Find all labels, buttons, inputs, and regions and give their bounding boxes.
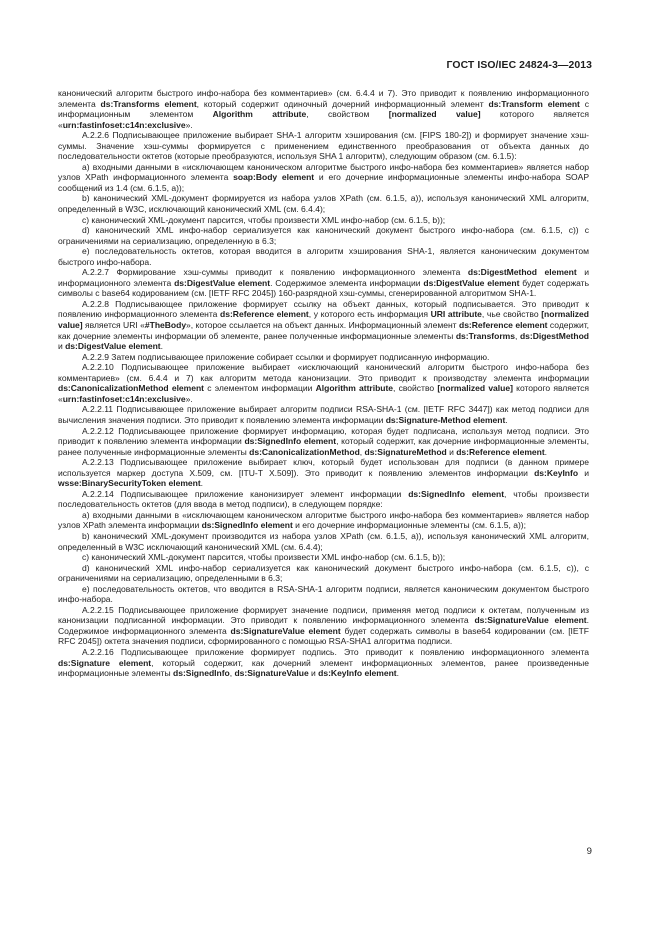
text-run: является URI « (82, 320, 145, 331)
text-run: . (160, 341, 163, 352)
bold-term: ds:Reference element (220, 309, 309, 320)
text-run: A.2.2.11 Подписывающее приложение выбирает алгоритм подписи RSA-SHA-1 (см. [IETF RFC 3447]) как метод подписи для вычисления значения подписи. Это приводит к появлению элемента информации (58, 404, 589, 425)
bold-term: ds:DigestValue element (423, 277, 520, 288)
bold-term: ds:SignedInfo (173, 668, 230, 679)
text-run: A.2.2.10 Подписывающее приложение выбирает «исключающий канонический алгоритм быстрого инфо-набора без комментариев» (см. 6.4.4 и 7) как алгоритм метода канонизации. Это приводит к производству элемента информации (58, 362, 589, 383)
bold-term: ds:Signature-Method element (385, 414, 506, 425)
document-body (58, 88, 589, 679)
text-run: , свойство (393, 383, 438, 394)
text-run: », которое ссылается на объект данных. Информационный элемент (186, 320, 459, 331)
text-run: . Содержимое элемента информации (270, 277, 424, 288)
text-run: . (396, 668, 399, 679)
text-run: . (505, 414, 508, 425)
text-run: c) канонический XML-документ парсится, чтобы произвести XML инфо-набор (см. 6.1.5, b)); (82, 552, 446, 563)
text-run: канонический алгоритм быстрого инфо-набора без комментариев» (см. 6.4.4 и 7). Это приводит к появлению информационного элемента (58, 88, 589, 109)
paragraph (58, 225, 589, 246)
text-run: A.2.2.16 Подписывающее приложение формирует подпись. Это приводит к появлению информационного элемента (82, 646, 589, 657)
text-run: . (200, 478, 204, 489)
text-run: e) последовательность октетов, что вводится в RSA-SHA-1 алгоритм подписи, является каноническим документом быстрого инфо-набора. (58, 583, 589, 605)
text-run: и (446, 446, 457, 457)
paragraph (58, 267, 589, 299)
paragraph (58, 457, 589, 489)
text-run: e) последовательность октетов, которая вводится в алгоритм хэширования SHA-1, является каноническим документом быстрого инфо-набора. (58, 246, 589, 267)
text-run: . Содержимое информационного элемента (58, 615, 589, 636)
text-run: , который содержит одиночный дочерний информационный элемент (196, 98, 489, 109)
page-header-title: ГОСТ ISO/IEC 24824-3—2013 (446, 60, 592, 71)
text-run: и его дочерние информационные элементы (см. 6.1.5, a)); (292, 520, 526, 531)
bold-term: ds:CanonicalizationMethod element (58, 383, 205, 394)
bold-term: Algorithm attribute (315, 383, 394, 394)
text-run: , чтобы произвести последовательность октетов (для ввода в метод подписи), в следующем порядке: (58, 488, 589, 510)
text-run: . (544, 446, 548, 457)
paragraph (58, 426, 589, 458)
text-run: A.2.2.9 Затем подписывающее приложение собирает ссылки и формирует подписанную информацию. (82, 351, 490, 362)
bold-term: ds:SignatureValue element (474, 615, 587, 626)
paragraph (58, 88, 589, 130)
text-run: d) канонический XML инфо-набор сериализуется как канонический документ быстрого инфо-набора (см. 6.1.5, c)) с ограничениями на сериализацию, определенную в 6.3; (58, 225, 589, 246)
bold-term: ds:Signature element (58, 657, 152, 668)
text-run: , у которого есть информация (308, 309, 431, 320)
paragraph (58, 215, 589, 226)
bold-term: urn:fastinfoset:c14n:exclusive (62, 119, 186, 130)
bold-term: ds:SignedInfo element (244, 436, 337, 447)
bold-term: ds:SignatureValue (234, 668, 309, 679)
text-run: и (58, 341, 66, 352)
paragraph (58, 362, 589, 404)
bold-term: URI attribute (430, 309, 482, 320)
bold-term: ds:Reference element (459, 320, 548, 331)
bold-term: urn:fastinfoset:c14n:exclusive (62, 393, 186, 404)
bold-term: ds:SignedInfo element (408, 488, 505, 499)
paragraph (58, 352, 589, 363)
paragraph (58, 531, 589, 552)
text-run: , свойством (306, 109, 389, 120)
bold-term: [normalized value] (58, 309, 589, 331)
bold-term: soap:Body element (233, 172, 315, 183)
text-run: , чье свойство (481, 309, 542, 320)
text-run: с информационным элементом (58, 98, 589, 120)
paragraph (58, 299, 589, 352)
paragraph (58, 563, 589, 584)
text-run: , (229, 668, 235, 679)
bold-term: ds:KeyInfo (534, 467, 579, 478)
paragraph (58, 404, 589, 425)
paragraph (58, 130, 589, 162)
bold-term: #TheBody (144, 320, 187, 331)
bold-term: Algorithm attribute (212, 109, 307, 120)
bold-term: ds:DigestValue element (174, 277, 271, 288)
text-run: A.2.2.12 Подписывающее приложение формирует информацию, которая будет подписана, используя метод подписи. Это приводит к появлению элемента информации (58, 425, 589, 447)
paragraph (58, 584, 589, 605)
bold-term: ds:DigestValue element (65, 341, 161, 352)
paragraph (58, 605, 589, 647)
text-run: и его дочерние информационные элементы инфо-набора SOAP сообщений из 1.4 (см. 6.1.5, a)); (58, 172, 589, 193)
text-run: A.2.2.8 Подписывающее приложение формирует ссылку на объект данных, который подписывается. Это приводит к появлению информационного элемента (58, 298, 589, 320)
bold-term: ds:KeyInfo element (318, 668, 397, 679)
bold-term: [normalized value] (437, 383, 513, 394)
bold-term: ds:CanonicalizationMethod (249, 446, 360, 457)
text-run: которого является « (58, 383, 589, 404)
paragraph (58, 510, 589, 531)
text-run: c) канонический XML-документ парсится, чтобы произвести XML инфо-набор (см. 6.1.5, b)); (82, 214, 446, 225)
text-run: , (514, 330, 520, 341)
text-run: с элементом информации (204, 383, 316, 394)
text-run: будет содержать символы в base64 кодировании (см. [IETF RFC 2045]) октета значения подписи, сформированного с помощью RSA-SHA1 алгоритма подписи. (58, 625, 589, 647)
bold-term: ds:Transform element (488, 98, 580, 109)
text-run: которого является « (58, 109, 589, 130)
bold-term: wsse:BinarySecurityToken element (58, 478, 201, 489)
text-run: содержит, как дочерние элементы информации об элементе, ранее полученные информационные элементы (58, 320, 590, 341)
bold-term: ds:DigestMethod (519, 330, 589, 341)
bold-term: ds:Reference element (456, 446, 545, 457)
paragraph (58, 246, 589, 267)
text-run: d) канонический XML инфо-набор сериализуется как канонический документ быстрого инфо-набора (см. 6.1.5, c)), с ограничениями на сериализацию, определенными в 6.3; (58, 562, 589, 584)
text-run: будет содержать символы с base64 кодированием (см. [IETF RFC 2045]) 160-разрядной хэш-суммы, сгенерированной алгоритмом SHA-1. (58, 277, 590, 299)
text-run: A.2.2.14 Подписывающее приложение канонизирует элемент информации (82, 488, 409, 499)
paragraph (58, 489, 589, 510)
bold-term: ds:SignatureValue element (230, 625, 341, 636)
paragraph (58, 552, 589, 563)
text-run: ». (185, 393, 193, 404)
text-run: , который содержит, как дочерние информационные элементы, ранее полученные информационные элементы (58, 436, 589, 457)
text-run: A.2.2.15 Подписывающее приложение формирует значение подписи, применяя метод подписи к октетам, полученным из канонизации подписанной информации. Это приводит к появлению информационного элемента (58, 604, 589, 626)
text-run: и информационного элемента (58, 267, 590, 288)
page-number: 9 (586, 846, 592, 857)
bold-term: ds:Transforms (455, 330, 515, 341)
bold-term: ds:DigestMethod element (467, 267, 577, 278)
bold-term: [normalized value] (388, 109, 481, 120)
paragraph (58, 647, 589, 679)
bold-term: ds:SignatureMethod (364, 446, 447, 457)
text-run: b) канонический XML-документ формируется из набора узлов XPath (см. 6.1.5, a)), используя канонический XML алгоритм, определенный в W3C, исключающий канонический XML (см. 6.4.4); (58, 193, 589, 215)
text-run: , который содержит, как дочерний элемент информационных элементов, ранее произведенные информационные элементы (58, 657, 590, 679)
paragraph (58, 162, 589, 194)
paragraph (58, 193, 589, 214)
text-run: a) входными данными в «исключающем каноническом алгоритме быстрого инфо-набора без комментариев» является набор узлов XPath элемента информации (58, 509, 589, 531)
bold-term: ds:Transforms element (100, 98, 197, 109)
text-run: b) канонический XML-документ производится из набора узлов XPath (см. 6.1.5, a)), используя канонический XML алгоритм, определенный в W3C исключающий канонический XML (см. 6.4.4); (58, 530, 589, 552)
text-run: a) входными данными в «исключающем каноническом алгоритме быстрого инфо-набора без комментариев» является набор узлов XPath информационного элемента (58, 161, 589, 183)
text-run: и (578, 467, 589, 478)
text-run: A.2.2.7 Формирование хэш-суммы приводит к появлению информационного элемента (82, 267, 468, 278)
text-run: и (308, 668, 319, 679)
text-run: A.2.2.6 Подписывающее приложение выбирает SHA-1 алгоритм хэширования (см. [FIPS 180-2]) и формирует значение хэш-суммы. Значение хэш-суммы формируется с применением единственного преобразования от объекта данных до последовательности октетов (которые преобразуются, используя SHA 1 алгоритм), следующим образом (см. 6.1.5): (58, 130, 589, 162)
text-run: ». (185, 119, 193, 130)
bold-term: ds:SignedInfo element (201, 520, 293, 531)
text-run: , (359, 446, 365, 457)
text-run: A.2.2.13 Подписывающее приложение выбирает ключ, который будет использован для подписи (в данном примере используется маркер доступа X.509, см. [ITU-T X.509]). Это приводит к появлению элементов информации (58, 457, 589, 478)
